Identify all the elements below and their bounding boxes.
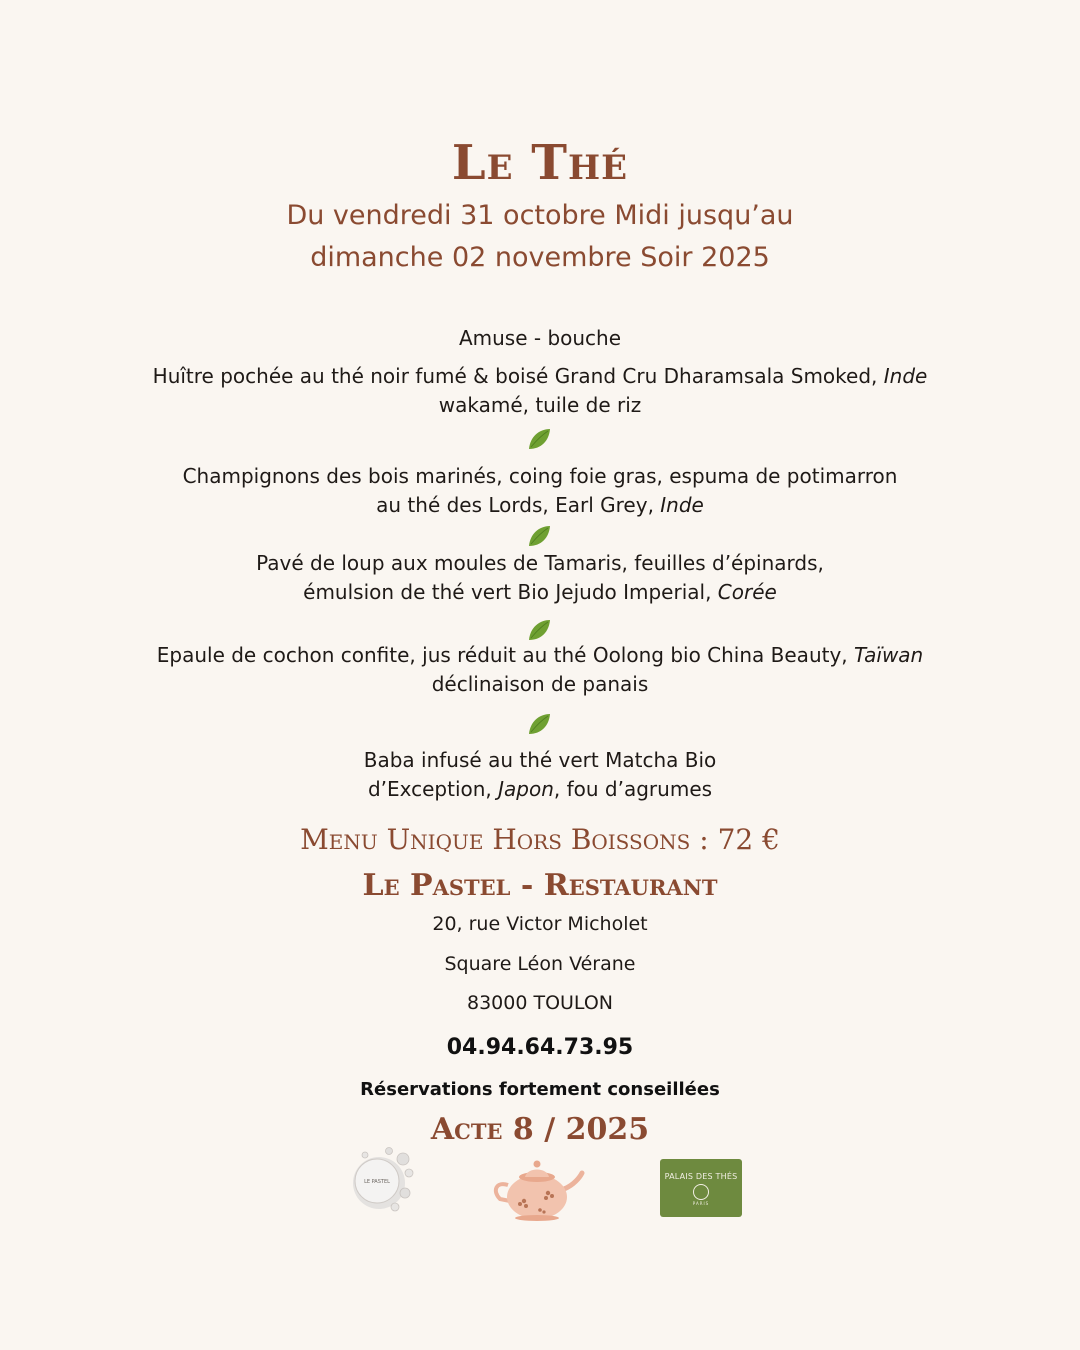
course-1-text: Huître pochée au thé noir fumé & boisé Grand Cru Dharamsala Smoked, <box>152 364 884 388</box>
leaf-icon <box>527 427 551 451</box>
acte-label: Acte 8 / 2025 <box>430 1112 650 1147</box>
course-5-line-2-post: , fou d’agrumes <box>553 777 713 801</box>
teapot-icon <box>490 1155 585 1223</box>
leaf-icon <box>527 618 551 642</box>
course-4-line-2: déclinaison de panais <box>431 672 649 696</box>
course-3 <box>0 549 1080 607</box>
course-2-origin: Inde <box>660 493 704 517</box>
address-line-1: 20, rue Victor Micholet <box>432 913 648 935</box>
palais-des-thes-logo <box>660 1159 742 1217</box>
course-4-text: Epaule de cochon confite, jus réduit au thé Oolong bio China Beauty, <box>156 643 855 667</box>
course-2-line-2: au thé des Lords, Earl Grey, <box>376 493 661 517</box>
course-1-origin: Inde <box>883 364 928 388</box>
course-1 <box>0 362 1080 420</box>
le-pastel-logo-text: LE PASTEL <box>364 1179 390 1185</box>
course-5-text: Baba infusé au thé vert Matcha Bio <box>363 748 717 772</box>
course-5 <box>0 746 1080 804</box>
course-2-text: Champignons des bois marinés, coing foie gras, espuma de potimarron <box>182 464 898 488</box>
leaf-icon <box>527 712 551 736</box>
course-3-text: Pavé de loup aux moules de Tamaris, feuilles d’épinards, <box>256 551 824 575</box>
menu-price: Menu Unique Hors Boissons : 72 € <box>300 823 780 856</box>
address-line-3: 83000 TOULON <box>466 992 614 1014</box>
course-4-origin: Taïwan <box>854 643 924 667</box>
course-5-line-2-pre: d’Exception, <box>367 777 499 801</box>
restaurant-name: Le Pastel - Restaurant <box>362 868 718 903</box>
course-3-origin: Corée <box>717 580 777 604</box>
leaf-icon <box>527 524 551 548</box>
subtitle-line-1: Du vendredi 31 octobre Midi jusqu’au <box>286 200 794 231</box>
palais-des-thes-text: PALAIS DES THÉS <box>664 1172 738 1181</box>
course-1-line-2: wakamé, tuile de riz <box>438 393 642 417</box>
page-title: Le Thé <box>451 135 629 191</box>
course-4 <box>0 641 1080 699</box>
course-5-origin: Japon <box>498 777 554 801</box>
amuse-bouche-label: Amuse - bouche <box>458 326 622 350</box>
palais-emblem-icon <box>693 1184 709 1200</box>
phone-number[interactable]: 04.94.64.73.95 <box>446 1035 634 1060</box>
le-pastel-logo <box>345 1143 420 1218</box>
address-line-2: Square Léon Vérane <box>444 953 636 975</box>
palais-sub-text: PARIS <box>692 1201 710 1206</box>
course-2 <box>0 462 1080 520</box>
reservation-note: Réservations fortement conseillées <box>360 1079 720 1100</box>
course-3-line-2: émulsion de thé vert Bio Jejudo Imperial, <box>303 580 718 604</box>
subtitle-line-2: dimanche 02 novembre Soir 2025 <box>310 242 770 273</box>
